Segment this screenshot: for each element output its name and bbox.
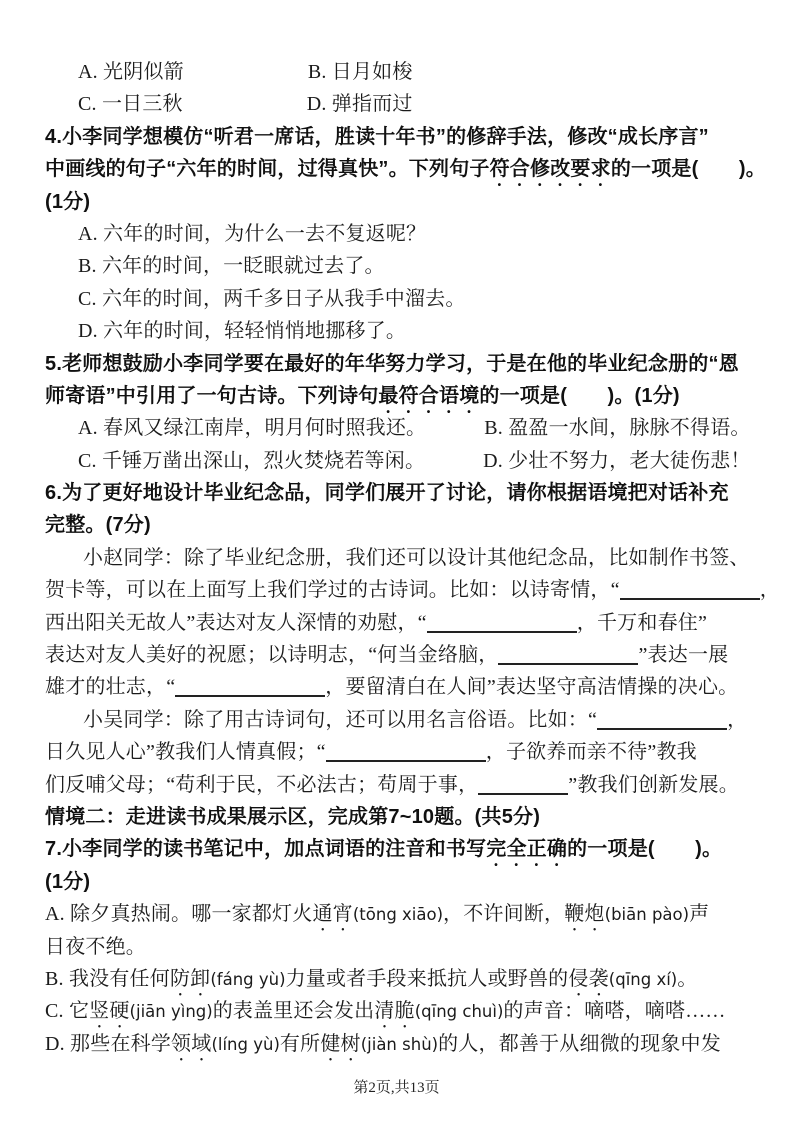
q3-options-row-cd [45,88,751,120]
text-run: A. 六年的时间，为什么一去不复返呢？ [78,222,427,245]
text-run: 力量或者手段来抵抗人或野兽的 [285,967,569,990]
q6-dialog-xiaozhao-line-4 [45,639,751,671]
text-run: ， [727,708,748,731]
pinyin-annotation: (jiān yìng) [129,1002,213,1022]
q7-stem-line-1 [45,833,751,865]
text-run: 西出阳关无故人”表达对友人深情的劝慰，“ [45,611,427,634]
column-gap [425,466,483,467]
text-run: ，千万和春住” [576,611,708,634]
q4-stem-line-1 [45,121,751,153]
text-run: 的一项是( )。(1分) [479,384,680,407]
q7-option-d [45,1028,751,1060]
text-run: C. 它 [45,1000,90,1023]
text-run: 中画线的句子“六年的时间，过得真快”。下列句子 [45,158,490,181]
q7-option-a-line-1 [45,898,751,930]
text-run: (1分) [45,190,91,213]
q6-stem-line-1 [45,477,751,509]
emphasized-text: 竖硬 [89,1000,130,1023]
pinyin-annotation: (biān pào) [604,905,690,925]
text-run: A. 春风又绿江南岸，明月何时照我还。 [78,417,427,440]
pinyin-annotation: (qīng chuì) [414,1002,504,1022]
text-run: 的一项是( )。 [610,158,766,181]
text-run: 日夜不绝。 [45,935,146,958]
scene2-header [45,801,751,833]
q5-stem-line-2 [45,380,751,412]
emphasized-text: 防卸 [169,967,211,990]
text-run: B. 六年的时间，一眨眼就过去了。 [78,255,385,278]
text-run: C. 一日三秋 [78,93,183,116]
q7-option-a-line-2 [45,931,751,963]
text-run: 贺卡等，可以在上面写上我们学过的古诗词。比如：以诗寄情，“ [45,579,620,602]
text-run: C. 千锤万凿出深山，烈火焚烧若等闲。 [78,449,426,472]
pinyin-annotation: (tōng xiāo) [352,905,444,925]
pinyin-annotation: (líng yù) [211,1034,280,1054]
fill-in-blank-underline [478,773,568,795]
text-run: ，子欲养而亲不待”教我 [485,741,697,764]
q7-option-b [45,963,751,995]
q6-dialog-xiaowu-line-3 [45,769,751,801]
emphasized-text: 符合修改要求 [489,158,611,181]
text-run: 有所 [279,1032,321,1055]
emphasized-text: 健树 [320,1032,361,1055]
pinyin-annotation: (jiàn shù) [360,1034,439,1054]
text-run: 表达对友人美好的祝愿；以诗明志，“何当金络脑， [45,644,499,667]
column-gap [183,109,307,110]
text-run: 7.小李同学的读书笔记中，加点词语的注音和书写 [45,838,487,861]
text-run: 日久见人心”教我们人情真假；“ [45,741,326,764]
text-run: 雄才的壮志，“ [45,676,176,699]
column-gap [426,433,484,434]
text-run: 声 [689,903,710,926]
q4-stem-line-2 [45,153,766,185]
q4-option-c [45,283,751,315]
text-run: ”表达一展 [638,644,729,667]
q3-options-row-ab [45,56,751,88]
exam-content [45,56,780,1060]
q6-dialog-xiaowu-line-1 [45,704,751,736]
text-run: 完整。(7分) [45,514,151,537]
emphasized-text: 最符合语境 [378,384,480,407]
pinyin-annotation: (fáng yù) [210,969,286,989]
text-run: ，要留清白在人间”表达坚守高洁情操的决心。 [325,676,739,699]
q7-score [45,866,751,898]
page-number-footer: 第2页,共13页 [353,1080,440,1096]
emphasized-text: 完全正确 [486,838,568,861]
text-run: B. 盈盈一水间，脉脉不得语。 [484,417,751,440]
q6-dialog-xiaozhao-line-5 [45,671,751,703]
text-run: 的人，都善于从细微的现象中发 [438,1032,721,1055]
text-run: ”教我们创新发展。 [568,773,739,796]
emphasized-text: 通宵 [312,903,353,926]
q6-dialog-xiaozhao-line-2 [45,574,780,606]
fill-in-blank-underline [597,708,727,730]
text-run: ，不许间断， [443,903,565,926]
text-run: A. 除夕真热闹。哪一家都灯火 [45,903,313,926]
q6-dialog-xiaozhao-line-1 [45,542,751,574]
q4-option-d [45,315,751,347]
pinyin-annotation: (qīng xí) [608,969,678,989]
text-run: 4.小李同学想模仿“听君一席话，胜读十年书”的修辞手法，修改“成长序言” [45,125,709,148]
text-run: D. 那些在科学 [45,1032,172,1055]
q5-options-row-cd [45,445,751,477]
text-run: 师寄语”中引用了一句古诗。下列诗句 [45,384,379,407]
text-run: A. 光阴似箭 [78,61,184,83]
text-run: 的表盖里还会发出 [212,1000,375,1023]
text-run: 情境二：走进读书成果展示区，完成第7~10题。(共5分) [45,805,541,828]
emphasized-text: 清脆 [374,1000,415,1023]
text-run: 小赵同学：除了毕业纪念册，我们还可以设计其他纪念品，比如制作书签、 [83,546,750,569]
text-run: B. 日月如梭 [307,61,413,83]
q4-score [45,186,751,218]
text-run: C. 六年的时间，两千多日子从我手中溜去。 [78,287,466,310]
text-run: ， [759,579,780,602]
emphasized-text: 领域 [171,1032,212,1055]
q4-option-a [45,218,751,250]
text-run: 们反哺父母；“苟利于民，不必法古；苟周于事， [45,773,479,796]
emphasized-text: 鞭炮 [564,903,605,926]
text-run: (1分) [45,870,91,893]
text-run: 的一项是( )。 [567,838,723,861]
text-run: 小吴同学：除了用古诗词句，还可以用名言俗语。比如：“ [83,708,598,731]
q5-options-row-ab [45,412,751,444]
text-run: D. 弹指而过 [306,93,413,116]
fill-in-blank-underline [498,643,638,665]
text-run: B. 我没有任何 [45,967,170,990]
q6-dialog-xiaozhao-line-3 [45,607,751,639]
column-gap [184,77,308,78]
text-run: 5.老师想鼓励小李同学要在最好的年华努力学习，于是在他的毕业纪念册的“恩 [45,352,739,375]
text-run: 6.为了更好地设计毕业纪念品，同学们展开了讨论，请你根据语境把对话补充 [45,482,729,505]
fill-in-blank-underline [175,675,325,697]
text-run: D. 少壮不努力，老大徒伤悲！ [483,449,751,472]
fill-in-blank-underline [620,578,760,600]
q7-option-c [45,995,751,1027]
text-run: 。 [677,967,698,990]
fill-in-blank-underline [326,740,486,762]
q4-option-b [45,250,751,282]
q6-stem-line-2 [45,509,751,541]
q5-stem-line-1 [45,348,751,380]
q6-dialog-xiaowu-line-2 [45,736,751,768]
text-run: D. 六年的时间，轻轻悄悄地挪移了。 [78,320,407,343]
text-run: 的声音：嘀嗒，嘀嗒…… [503,1000,726,1023]
fill-in-blank-underline [427,611,577,633]
emphasized-text: 侵袭 [568,967,609,990]
